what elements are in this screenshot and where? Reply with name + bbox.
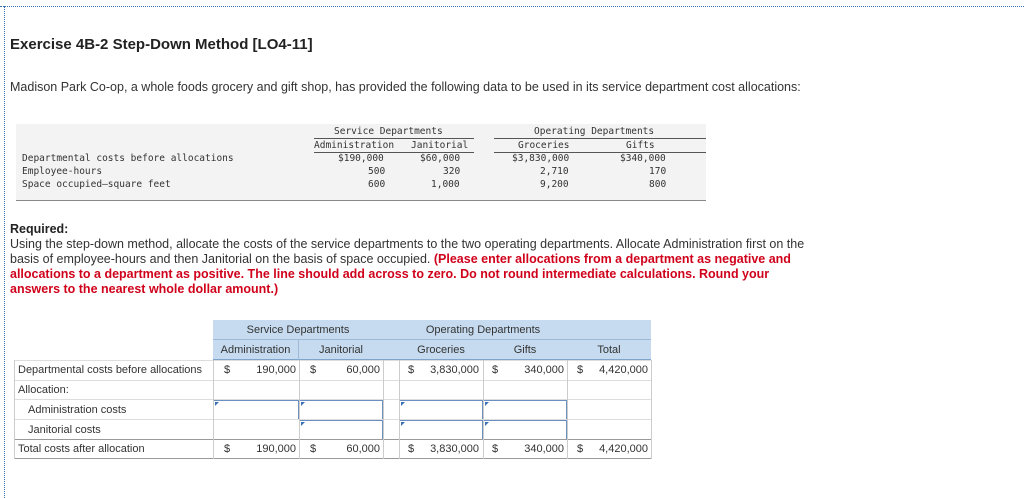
given-row-label: Space occupied—square feet	[22, 179, 171, 190]
row-divider	[14, 360, 651, 361]
answer-col-gifts: Gifts	[483, 340, 567, 360]
given-value: 600	[368, 179, 386, 190]
after-total-value: 4,420,000	[599, 443, 648, 455]
row-label-janitorial-costs: Janitorial costs	[28, 424, 101, 436]
given-value: 320	[443, 166, 461, 177]
answer-header-gap	[383, 320, 399, 340]
given-col-groceries: Groceries	[518, 140, 570, 151]
admin-costs-gifts-input[interactable]	[483, 400, 567, 420]
admin-costs-admin-input[interactable]	[213, 400, 299, 420]
given-value: 800	[649, 179, 667, 190]
janitorial-costs-janitorial-input[interactable]	[299, 420, 383, 440]
given-group-service: Service Departments	[334, 126, 443, 137]
answer-col-janitorial: Janitorial	[299, 340, 383, 360]
janitorial-costs-gifts-input[interactable]	[483, 420, 567, 440]
row-divider	[14, 439, 651, 440]
row-label-admin-costs: Administration costs	[28, 404, 127, 416]
answer-col-groceries: Groceries	[399, 340, 483, 360]
required-title: Required:	[10, 222, 69, 236]
given-row-label: Departmental costs before allocations	[22, 153, 234, 164]
currency-symbol: $	[492, 443, 499, 455]
given-value: 500	[368, 166, 386, 177]
answer-col-total: Total	[567, 340, 651, 360]
admin-costs-janitorial-input[interactable]	[299, 400, 383, 420]
before-total-value: 4,420,000	[599, 364, 648, 376]
given-col-janitorial: Janitorial	[411, 140, 469, 151]
given-value: $190,000	[338, 153, 384, 164]
col-divider	[14, 360, 15, 459]
before-admin-value: 190,000	[256, 364, 296, 376]
col-divider	[651, 360, 652, 459]
given-value: 170	[649, 166, 667, 177]
answer-col-admin: Administration	[213, 340, 299, 360]
given-value: 9,200	[540, 179, 569, 190]
before-gifts-value: 340,000	[524, 364, 564, 376]
row-label-after: Total costs after allocation	[18, 443, 145, 455]
required-instructions: Using the step-down method, allocate the costs of the service departments to the two operating departments. Allocate Administration first on the basis of employee-hours and then Janitorial on the basis of space occupied.	[10, 237, 805, 266]
answer-group-operating: Operating Departments	[399, 320, 567, 340]
currency-symbol: $	[310, 443, 317, 455]
required-emphasis: (Please enter allocations from a department as negative and allocations to a department as positive. The line should add across to zero. Do not round intermediate calculations. Round your answers to the nearest whole dollar amount.)	[10, 252, 791, 296]
currency-symbol: $	[408, 364, 415, 376]
given-value: 2,710	[540, 166, 569, 177]
frame-border-left	[4, 6, 5, 498]
given-value: $60,000	[420, 153, 461, 164]
row-label-before: Departmental costs before allocations	[18, 364, 203, 376]
before-janitorial-value: 60,000	[346, 364, 380, 376]
currency-symbol: $	[408, 443, 415, 455]
row-label-allocation: Allocation:	[18, 384, 69, 396]
given-group-operating: Operating Departments	[534, 126, 655, 137]
after-admin-value: 190,000	[256, 443, 296, 455]
given-row-label: Employee-hours	[22, 166, 103, 177]
currency-symbol: $	[224, 364, 231, 376]
given-bottom-rule	[16, 200, 706, 201]
given-col-admin: Administration	[314, 140, 395, 151]
answer-header-total-blank	[567, 320, 651, 340]
currency-symbol: $	[577, 443, 584, 455]
before-groceries-value: 3,830,000	[430, 364, 479, 376]
after-gifts-value: 340,000	[524, 443, 564, 455]
after-janitorial-value: 60,000	[346, 443, 380, 455]
row-divider	[14, 458, 651, 459]
answer-group-service: Service Departments	[213, 320, 383, 340]
currency-symbol: $	[492, 364, 499, 376]
currency-symbol: $	[224, 443, 231, 455]
exercise-title: Exercise 4B-2 Step-Down Method [LO4-11]	[10, 36, 313, 53]
given-value: 1,000	[431, 179, 460, 190]
intro-text: Madison Park Co-op, a whole foods grocery and gift shop, has provided the following data to be used in its service department cost allocations:	[10, 80, 801, 94]
col-divider	[399, 360, 400, 459]
after-groceries-value: 3,830,000	[430, 443, 479, 455]
admin-costs-groceries-input[interactable]	[399, 400, 483, 420]
given-operating-underline	[494, 138, 706, 139]
currency-symbol: $	[577, 364, 584, 376]
given-col-gifts: Gifts	[626, 140, 655, 151]
given-value: $340,000	[620, 153, 666, 164]
given-service-underline	[314, 138, 474, 139]
frame-border-top	[0, 6, 1024, 7]
janitorial-costs-groceries-input[interactable]	[399, 420, 483, 440]
col-divider	[299, 360, 300, 459]
given-value: $3,830,000	[512, 153, 570, 164]
row-divider	[14, 380, 651, 381]
currency-symbol: $	[310, 364, 317, 376]
given-data-table	[16, 124, 706, 201]
col-divider	[567, 360, 568, 459]
col-divider	[383, 360, 384, 459]
col-divider	[483, 360, 484, 459]
col-divider	[213, 360, 214, 459]
answer-header-gap	[383, 340, 399, 360]
required-text	[10, 237, 820, 297]
